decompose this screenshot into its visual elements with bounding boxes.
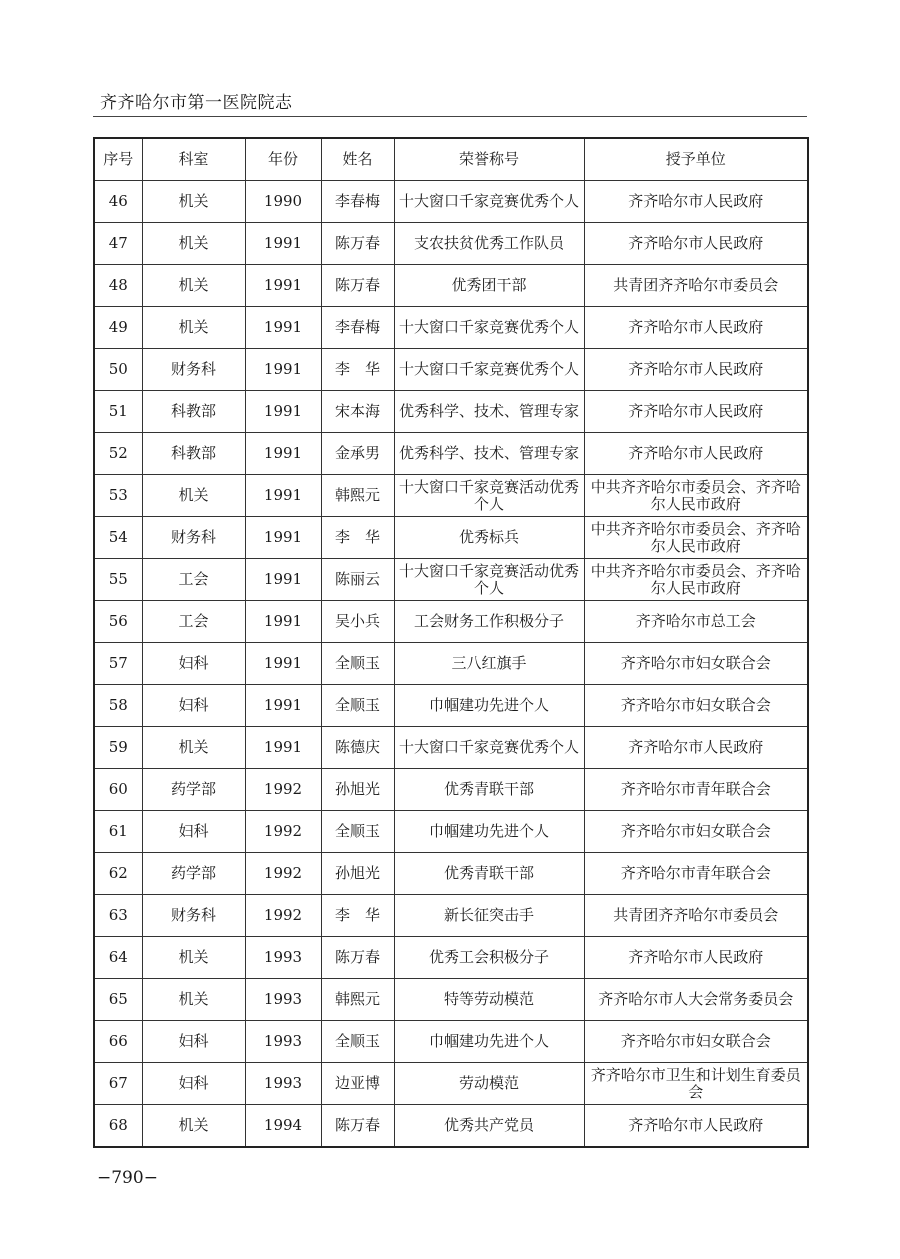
table-row (94, 1063, 808, 1105)
cell-seq: 47 (94, 223, 142, 265)
cell-year: 1991 (245, 517, 321, 559)
cell-honor-title: 巾帼建功先进个人 (394, 685, 584, 727)
cell-name: 全顺玉 (321, 643, 394, 685)
cell-name: 李 华 (321, 517, 394, 559)
cell-year: 1992 (245, 853, 321, 895)
cell-granting-unit: 齐齐哈尔市人民政府 (584, 433, 808, 475)
cell-seq: 60 (94, 769, 142, 811)
cell-granting-unit: 齐齐哈尔市总工会 (584, 601, 808, 643)
cell-department: 机关 (142, 727, 245, 769)
cell-name: 陈万春 (321, 223, 394, 265)
cell-year: 1991 (245, 433, 321, 475)
cell-name: 陈万春 (321, 1105, 394, 1148)
header-rule (93, 116, 807, 117)
table-row (94, 349, 808, 391)
cell-granting-unit: 共青团齐齐哈尔市委员会 (584, 265, 808, 307)
cell-seq: 61 (94, 811, 142, 853)
cell-year: 1993 (245, 979, 321, 1021)
cell-honor-title: 优秀标兵 (394, 517, 584, 559)
cell-name: 陈德庆 (321, 727, 394, 769)
header-honor-title: 荣誉称号 (394, 138, 584, 181)
running-head: 齐齐哈尔市第一医院院志 (100, 93, 293, 113)
cell-granting-unit: 齐齐哈尔市人民政府 (584, 181, 808, 223)
cell-granting-unit: 齐齐哈尔市人民政府 (584, 1105, 808, 1148)
cell-granting-unit: 齐齐哈尔市妇女联合会 (584, 643, 808, 685)
cell-granting-unit: 齐齐哈尔市青年联合会 (584, 853, 808, 895)
cell-year: 1990 (245, 181, 321, 223)
cell-honor-title: 十大窗口千家竞赛优秀个人 (394, 307, 584, 349)
cell-name: 吴小兵 (321, 601, 394, 643)
cell-name: 韩熙元 (321, 979, 394, 1021)
table-row (94, 433, 808, 475)
cell-granting-unit: 齐齐哈尔市妇女联合会 (584, 811, 808, 853)
header-granting-unit: 授予单位 (584, 138, 808, 181)
table-row (94, 769, 808, 811)
cell-honor-title: 优秀科学、技术、管理专家 (394, 433, 584, 475)
cell-honor-title: 十大窗口千家竞赛优秀个人 (394, 181, 584, 223)
cell-honor-title: 巾帼建功先进个人 (394, 1021, 584, 1063)
cell-year: 1991 (245, 307, 321, 349)
cell-department: 药学部 (142, 853, 245, 895)
cell-department: 药学部 (142, 769, 245, 811)
header-name: 姓名 (321, 138, 394, 181)
cell-name: 孙旭光 (321, 769, 394, 811)
cell-seq: 49 (94, 307, 142, 349)
cell-department: 机关 (142, 1105, 245, 1148)
cell-seq: 57 (94, 643, 142, 685)
cell-department: 工会 (142, 601, 245, 643)
page-number: −790− (97, 1168, 158, 1188)
cell-honor-title: 特等劳动模范 (394, 979, 584, 1021)
cell-department: 科教部 (142, 433, 245, 475)
cell-year: 1991 (245, 391, 321, 433)
cell-year: 1993 (245, 1021, 321, 1063)
cell-granting-unit: 齐齐哈尔市人民政府 (584, 727, 808, 769)
table-row (94, 517, 808, 559)
cell-name: 韩熙元 (321, 475, 394, 517)
cell-granting-unit: 齐齐哈尔市人民政府 (584, 391, 808, 433)
table-row (94, 811, 808, 853)
header-seq: 序号 (94, 138, 142, 181)
cell-name: 李 华 (321, 349, 394, 391)
table-row (94, 979, 808, 1021)
cell-year: 1994 (245, 1105, 321, 1148)
cell-seq: 67 (94, 1063, 142, 1105)
cell-year: 1992 (245, 811, 321, 853)
table-header-row (94, 138, 808, 181)
cell-honor-title: 优秀共产党员 (394, 1105, 584, 1148)
cell-department: 妇科 (142, 685, 245, 727)
cell-department: 机关 (142, 223, 245, 265)
table-row (94, 223, 808, 265)
cell-department: 科教部 (142, 391, 245, 433)
cell-year: 1992 (245, 895, 321, 937)
cell-granting-unit: 中共齐齐哈尔市委员会、齐齐哈尔人民市政府 (584, 559, 808, 601)
cell-granting-unit: 齐齐哈尔市妇女联合会 (584, 1021, 808, 1063)
cell-year: 1991 (245, 685, 321, 727)
cell-honor-title: 优秀青联干部 (394, 769, 584, 811)
cell-seq: 59 (94, 727, 142, 769)
table-row (94, 685, 808, 727)
cell-year: 1991 (245, 265, 321, 307)
cell-seq: 56 (94, 601, 142, 643)
cell-granting-unit: 齐齐哈尔市人民政府 (584, 937, 808, 979)
table-row (94, 391, 808, 433)
cell-year: 1993 (245, 1063, 321, 1105)
table-row (94, 937, 808, 979)
cell-department: 妇科 (142, 811, 245, 853)
table-row (94, 475, 808, 517)
cell-seq: 58 (94, 685, 142, 727)
cell-seq: 62 (94, 853, 142, 895)
cell-seq: 52 (94, 433, 142, 475)
cell-honor-title: 工会财务工作积极分子 (394, 601, 584, 643)
cell-honor-title: 新长征突击手 (394, 895, 584, 937)
table-row (94, 895, 808, 937)
table-row (94, 1021, 808, 1063)
table-row (94, 1105, 808, 1148)
cell-granting-unit: 齐齐哈尔市人民政府 (584, 223, 808, 265)
cell-name: 陈万春 (321, 265, 394, 307)
table-row (94, 853, 808, 895)
table-row (94, 559, 808, 601)
cell-year: 1991 (245, 475, 321, 517)
cell-honor-title: 劳动模范 (394, 1063, 584, 1105)
cell-seq: 53 (94, 475, 142, 517)
cell-department: 财务科 (142, 517, 245, 559)
cell-name: 宋本海 (321, 391, 394, 433)
cell-department: 工会 (142, 559, 245, 601)
table-row (94, 265, 808, 307)
cell-name: 全顺玉 (321, 1021, 394, 1063)
cell-name: 金承男 (321, 433, 394, 475)
table-row (94, 307, 808, 349)
cell-year: 1991 (245, 601, 321, 643)
cell-department: 机关 (142, 937, 245, 979)
cell-name: 全顺玉 (321, 811, 394, 853)
cell-honor-title: 支农扶贫优秀工作队员 (394, 223, 584, 265)
cell-year: 1992 (245, 769, 321, 811)
cell-name: 全顺玉 (321, 685, 394, 727)
cell-department: 机关 (142, 181, 245, 223)
cell-year: 1991 (245, 349, 321, 391)
cell-year: 1991 (245, 727, 321, 769)
cell-honor-title: 十大窗口千家竞赛优秀个人 (394, 727, 584, 769)
cell-honor-title: 优秀工会积极分子 (394, 937, 584, 979)
cell-seq: 50 (94, 349, 142, 391)
table-row (94, 601, 808, 643)
cell-department: 机关 (142, 979, 245, 1021)
cell-seq: 51 (94, 391, 142, 433)
cell-granting-unit: 齐齐哈尔市妇女联合会 (584, 685, 808, 727)
cell-granting-unit: 齐齐哈尔市人大会常务委员会 (584, 979, 808, 1021)
cell-year: 1991 (245, 643, 321, 685)
cell-year: 1993 (245, 937, 321, 979)
cell-department: 妇科 (142, 1021, 245, 1063)
cell-name: 陈万春 (321, 937, 394, 979)
cell-department: 机关 (142, 307, 245, 349)
cell-year: 1991 (245, 559, 321, 601)
cell-name: 李 华 (321, 895, 394, 937)
cell-name: 李春梅 (321, 181, 394, 223)
cell-seq: 48 (94, 265, 142, 307)
cell-granting-unit: 齐齐哈尔市卫生和计划生育委员会 (584, 1063, 808, 1105)
cell-granting-unit: 齐齐哈尔市青年联合会 (584, 769, 808, 811)
cell-honor-title: 巾帼建功先进个人 (394, 811, 584, 853)
honors-table (93, 137, 809, 1148)
cell-department: 机关 (142, 475, 245, 517)
cell-department: 财务科 (142, 349, 245, 391)
cell-seq: 65 (94, 979, 142, 1021)
cell-department: 妇科 (142, 643, 245, 685)
cell-seq: 54 (94, 517, 142, 559)
cell-honor-title: 十大窗口千家竞赛优秀个人 (394, 349, 584, 391)
cell-name: 李春梅 (321, 307, 394, 349)
cell-honor-title: 优秀科学、技术、管理专家 (394, 391, 584, 433)
cell-name: 边亚博 (321, 1063, 394, 1105)
header-department: 科室 (142, 138, 245, 181)
cell-honor-title: 三八红旗手 (394, 643, 584, 685)
cell-honor-title: 优秀团干部 (394, 265, 584, 307)
cell-seq: 55 (94, 559, 142, 601)
cell-honor-title: 十大窗口千家竞赛活动优秀个人 (394, 559, 584, 601)
cell-granting-unit: 共青团齐齐哈尔市委员会 (584, 895, 808, 937)
cell-granting-unit: 齐齐哈尔市人民政府 (584, 307, 808, 349)
table-body (94, 181, 808, 1148)
cell-name: 孙旭光 (321, 853, 394, 895)
cell-department: 财务科 (142, 895, 245, 937)
table-row (94, 181, 808, 223)
cell-seq: 46 (94, 181, 142, 223)
cell-granting-unit: 齐齐哈尔市人民政府 (584, 349, 808, 391)
cell-seq: 63 (94, 895, 142, 937)
cell-name: 陈丽云 (321, 559, 394, 601)
cell-year: 1991 (245, 223, 321, 265)
table-row (94, 643, 808, 685)
cell-seq: 68 (94, 1105, 142, 1148)
table-row (94, 727, 808, 769)
cell-seq: 66 (94, 1021, 142, 1063)
cell-seq: 64 (94, 937, 142, 979)
cell-department: 机关 (142, 265, 245, 307)
cell-honor-title: 优秀青联干部 (394, 853, 584, 895)
header-year: 年份 (245, 138, 321, 181)
cell-honor-title: 十大窗口千家竞赛活动优秀个人 (394, 475, 584, 517)
cell-granting-unit: 中共齐齐哈尔市委员会、齐齐哈尔人民市政府 (584, 517, 808, 559)
cell-granting-unit: 中共齐齐哈尔市委员会、齐齐哈尔人民市政府 (584, 475, 808, 517)
cell-department: 妇科 (142, 1063, 245, 1105)
